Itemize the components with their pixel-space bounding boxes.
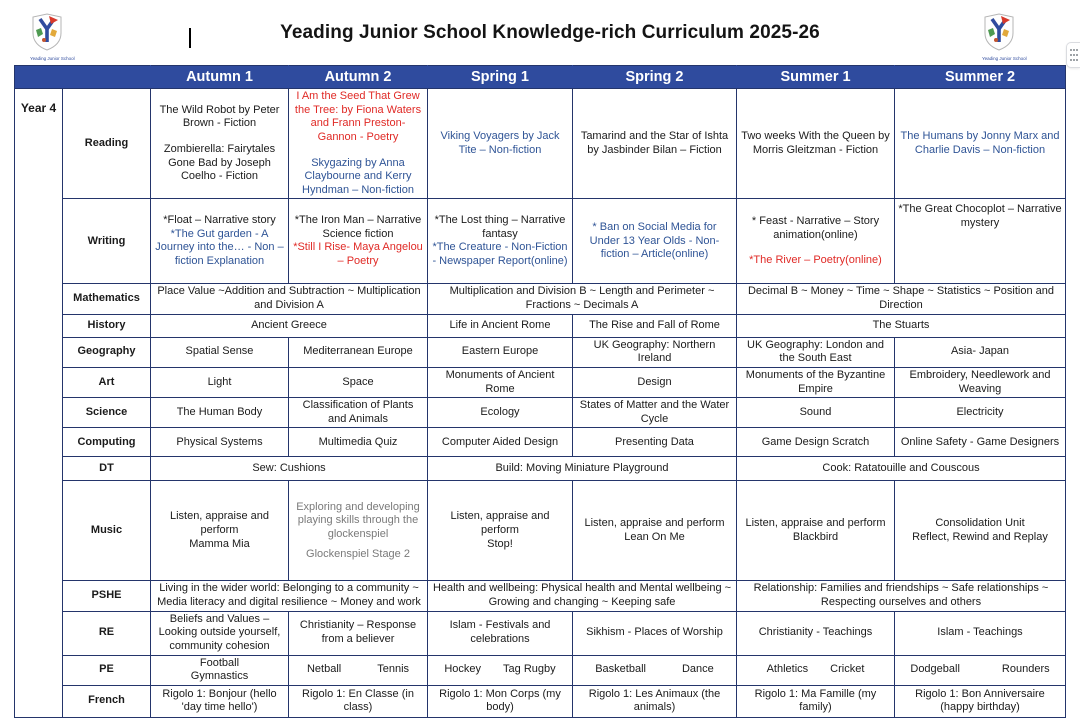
cell-mathematics-spring: Multiplication and Division B ~ Length and Perimeter ~ Fractions ~ Decimals A <box>428 284 737 314</box>
cell-pe-spring2 <box>573 655 737 685</box>
cell-science-autumn1: The Human Body <box>151 398 289 428</box>
col-header-summer-1: Summer 1 <box>737 66 895 89</box>
cell-writing-summer1 <box>737 199 895 284</box>
cell-pshe-spring: Health and wellbeing: Physical health and Mental wellbeing ~ Growing and changing ~ Keeping safe <box>428 581 737 611</box>
subject-art: Art <box>63 367 151 397</box>
logo-caption: Yeading Junior School <box>30 56 75 61</box>
text-line: *The River – Poetry(online) <box>749 254 882 267</box>
subject-history: History <box>63 314 151 337</box>
cell-computing-autumn2: Multimedia Quiz <box>289 428 428 457</box>
cell-music-summer1: Listen, appraise and perform Blackbird <box>737 481 895 581</box>
subject-pe: PE <box>63 655 151 685</box>
cell-art-spring1: Monuments of Ancient Rome <box>428 367 573 397</box>
cell-music-summer2 <box>895 481 1066 581</box>
cell-re-autumn1: Beliefs and Values – Looking outside yourself, community cohesion <box>151 611 289 655</box>
cell-pe-autumn2 <box>289 655 428 685</box>
cell-science-summer1: Sound <box>737 398 895 428</box>
col-header-autumn-1: Autumn 1 <box>151 66 289 89</box>
cell-history-spring1: Life in Ancient Rome <box>428 314 573 337</box>
row-computing <box>15 428 1066 457</box>
cell-reading-autumn1 <box>151 89 289 199</box>
row-pe <box>15 655 1066 685</box>
cell-history-autumn: Ancient Greece <box>151 314 428 337</box>
cell-geography-summer2: Asia- Japan <box>895 337 1066 367</box>
text-line: * Feast - Narrative – Story animation(online) <box>751 214 880 241</box>
text-line: Rounders <box>1001 663 1050 676</box>
subject-french: French <box>63 685 151 717</box>
cell-geography-spring2: UK Geography: Northern Ireland <box>573 337 737 367</box>
cell-art-autumn2: Space <box>289 367 428 397</box>
text-line: *Float – Narrative story <box>163 214 276 227</box>
page-title: Yeading Junior School Knowledge-rich Curriculum 2025-26 <box>280 22 820 43</box>
text-line: Glockenspiel Stage 2 <box>306 547 410 560</box>
cell-music-autumn2 <box>289 481 428 581</box>
text-line: Dance <box>681 663 714 676</box>
text-line: Tag Rugby <box>503 663 556 676</box>
row-reading <box>15 89 1066 199</box>
cell-writing-spring1 <box>428 199 573 284</box>
cell-science-summer2: Electricity <box>895 398 1066 428</box>
subject-science: Science <box>63 398 151 428</box>
row-history <box>15 314 1066 337</box>
cell-pe-autumn1 <box>151 655 289 685</box>
cell-science-spring1: Ecology <box>428 398 573 428</box>
text-line: Dodgeball <box>910 663 960 676</box>
cell-mathematics-summer: Decimal B ~ Money ~ Time ~ Shape ~ Statistics ~ Position and Direction <box>737 284 1066 314</box>
text-cursor <box>189 28 191 48</box>
row-science <box>15 398 1066 428</box>
text-line: *Still I Rise- Maya Angelou – Poetry <box>293 241 423 267</box>
cell-art-summer1: Monuments of the Byzantine Empire <box>737 367 895 397</box>
cell-pshe-summer: Relationship: Families and friendships ~ Safe relationships ~ Respecting ourselves and others <box>737 581 1066 611</box>
cell-music-autumn1 <box>151 481 289 581</box>
subject-geography: Geography <box>63 337 151 367</box>
text-line: Football <box>199 656 240 669</box>
cell-writing-autumn1 <box>151 199 289 284</box>
cell-re-spring2: Sikhism - Places of Worship <box>573 611 737 655</box>
col-header-autumn-2: Autumn 2 <box>289 66 428 89</box>
school-logo-right <box>982 13 1027 62</box>
text-line: Athletics <box>766 663 809 676</box>
subject-computing: Computing <box>63 428 151 457</box>
blank-line <box>154 131 285 143</box>
cell-french-summer2: Rigolo 1: Bon Anniversaire (happy birthday) <box>895 685 1066 717</box>
cell-geography-autumn2: Mediterranean Europe <box>289 337 428 367</box>
text-line: *The Lost thing – Narrative fantasy <box>434 214 566 240</box>
cell-french-spring2: Rigolo 1: Les Animaux (the animals) <box>573 685 737 717</box>
cell-re-summer1: Christianity - Teachings <box>737 611 895 655</box>
header-spacer <box>15 66 151 89</box>
drag-handle[interactable] <box>1066 42 1080 68</box>
text-line: Hockey <box>444 663 482 676</box>
text-line: Zombierella: Fairytales Gone Bad by Joseph Coelho - Fiction <box>163 142 276 183</box>
cell-computing-summer1: Game Design Scratch <box>737 428 895 457</box>
year-cell: Year 4 <box>15 89 63 718</box>
subject-reading: Reading <box>63 89 151 199</box>
dots-grid-icon <box>1069 47 1079 63</box>
row-art <box>15 367 1066 397</box>
cell-science-spring2: States of Matter and the Water Cycle <box>573 398 737 428</box>
cell-computing-autumn1: Physical Systems <box>151 428 289 457</box>
cell-reading-summer2: The Humans by Jonny Marx and Charlie Davis – Non-fiction <box>895 89 1066 199</box>
cell-reading-summer1: Two weeks With the Queen by Morris Gleitzman - Fiction <box>737 89 895 199</box>
cell-geography-spring1: Eastern Europe <box>428 337 573 367</box>
cell-art-autumn1: Light <box>151 367 289 397</box>
cell-history-summer: The Stuarts <box>737 314 1066 337</box>
school-crest-icon <box>31 13 63 51</box>
text-line: Listen, appraise and perform <box>450 510 550 537</box>
school-logo-left <box>30 13 75 62</box>
subject-writing: Writing <box>63 199 151 284</box>
cell-re-spring1: Islam - Festivals and celebrations <box>428 611 573 655</box>
row-mathematics <box>15 284 1066 314</box>
blank-line <box>292 145 424 157</box>
text-line: Mamma Mia <box>189 537 250 550</box>
cell-history-spring2: The Rise and Fall of Rome <box>573 314 737 337</box>
text-line: *The Gut garden - A Journey into the… - Non – fiction Explanation <box>155 227 284 267</box>
text-line: Consolidation Unit <box>935 517 1025 530</box>
text-line: Tennis <box>377 663 410 676</box>
text-line: Netball <box>306 663 342 676</box>
text-line: The Wild Robot by Peter Brown - Fiction <box>159 103 280 130</box>
cell-french-summer1: Rigolo 1: Ma Famille (my family) <box>737 685 895 717</box>
cell-geography-summer1: UK Geography: London and the South East <box>737 337 895 367</box>
cell-computing-spring1: Computer Aided Design <box>428 428 573 457</box>
text-line: I Am the Seed That Grew the Tree: by Fiona Waters and Frann Preston-Gannon - Poetry <box>294 90 422 143</box>
row-music <box>15 481 1066 581</box>
row-dt <box>15 457 1066 481</box>
row-geography <box>15 337 1066 367</box>
cell-french-autumn2: Rigolo 1: En Classe (in class) <box>289 685 428 717</box>
school-crest-icon <box>983 13 1015 51</box>
row-pshe <box>15 581 1066 611</box>
cell-computing-summer2: Online Safety - Game Designers <box>895 428 1066 457</box>
cell-dt-autumn: Sew: Cushions <box>151 457 428 481</box>
text-line: Gymnastics <box>190 670 249 683</box>
text-line: *The Iron Man – Narrative Science fiction <box>294 214 422 240</box>
subject-pshe: PSHE <box>63 581 151 611</box>
cell-french-spring1: Rigolo 1: Mon Corps (my body) <box>428 685 573 717</box>
text-line: Stop! <box>487 537 513 550</box>
text-line: Cricket <box>830 663 865 676</box>
cell-computing-spring2: Presenting Data <box>573 428 737 457</box>
curriculum-table <box>14 65 1066 718</box>
col-header-spring-1: Spring 1 <box>428 66 573 89</box>
cell-pshe-autumn: Living in the wider world: Belonging to a community ~ Media literacy and digital resilience ~ Money and work <box>151 581 428 611</box>
cell-geography-autumn1: Spatial Sense <box>151 337 289 367</box>
row-re <box>15 611 1066 655</box>
text-line: Skygazing by Anna Claybourne and Kerry Hyndman – Non-fiction <box>302 156 414 196</box>
text-line: Basketball <box>595 663 646 676</box>
cell-reading-spring1: Viking Voyagers by Jack Tite – Non-fiction <box>428 89 573 199</box>
term-header-row <box>15 66 1066 89</box>
cell-pe-summer2 <box>895 655 1066 685</box>
cell-music-spring2: Listen, appraise and perform Lean On Me <box>573 481 737 581</box>
cell-re-autumn2: Christianity – Response from a believer <box>289 611 428 655</box>
cell-pe-spring1 <box>428 655 573 685</box>
text-line: Listen, appraise and perform <box>169 510 270 537</box>
cell-reading-spring2: Tamarind and the Star of Ishta by Jasbinder Bilan – Fiction <box>573 89 737 199</box>
subject-mathematics: Mathematics <box>63 284 151 314</box>
cell-art-summer2: Embroidery, Needlework and Weaving <box>895 367 1066 397</box>
cell-writing-autumn2 <box>289 199 428 284</box>
row-writing <box>15 199 1066 284</box>
cell-writing-summer2: *The Great Chocoplot – Narrative mystery <box>895 199 1066 284</box>
col-header-summer-2: Summer 2 <box>895 66 1066 89</box>
subject-re: RE <box>63 611 151 655</box>
cell-french-autumn1: Rigolo 1: Bonjour (hello 'day time hello') <box>151 685 289 717</box>
cell-mathematics-autumn: Place Value ~Addition and Subtraction ~ Multiplication and Division A <box>151 284 428 314</box>
cell-dt-summer: Cook: Ratatouille and Couscous <box>737 457 1066 481</box>
subject-music: Music <box>63 481 151 581</box>
text-line: Reflect, Rewind and Replay <box>912 530 1048 543</box>
subject-dt: DT <box>63 457 151 481</box>
cell-writing-spring2: * Ban on Social Media for Under 13 Year Olds - Non-fiction – Article(online) <box>573 199 737 284</box>
col-header-spring-2: Spring 2 <box>573 66 737 89</box>
cell-re-summer2: Islam - Teachings <box>895 611 1066 655</box>
text-line: *The Creature - Non-Fiction - Newspaper Report(online) <box>432 241 568 267</box>
cell-pe-summer1 <box>737 655 895 685</box>
logo-caption: Yeading Junior School <box>982 56 1027 61</box>
cell-art-spring2: Design <box>573 367 737 397</box>
cell-reading-autumn2 <box>289 89 428 199</box>
row-french <box>15 685 1066 717</box>
cell-music-spring1 <box>428 481 573 581</box>
blank-line <box>740 242 891 254</box>
cell-science-autumn2: Classification of Plants and Animals <box>289 398 428 428</box>
cell-dt-spring: Build: Moving Miniature Playground <box>428 457 737 481</box>
text-line: Exploring and developing playing skills through the glockenspiel <box>296 500 420 540</box>
